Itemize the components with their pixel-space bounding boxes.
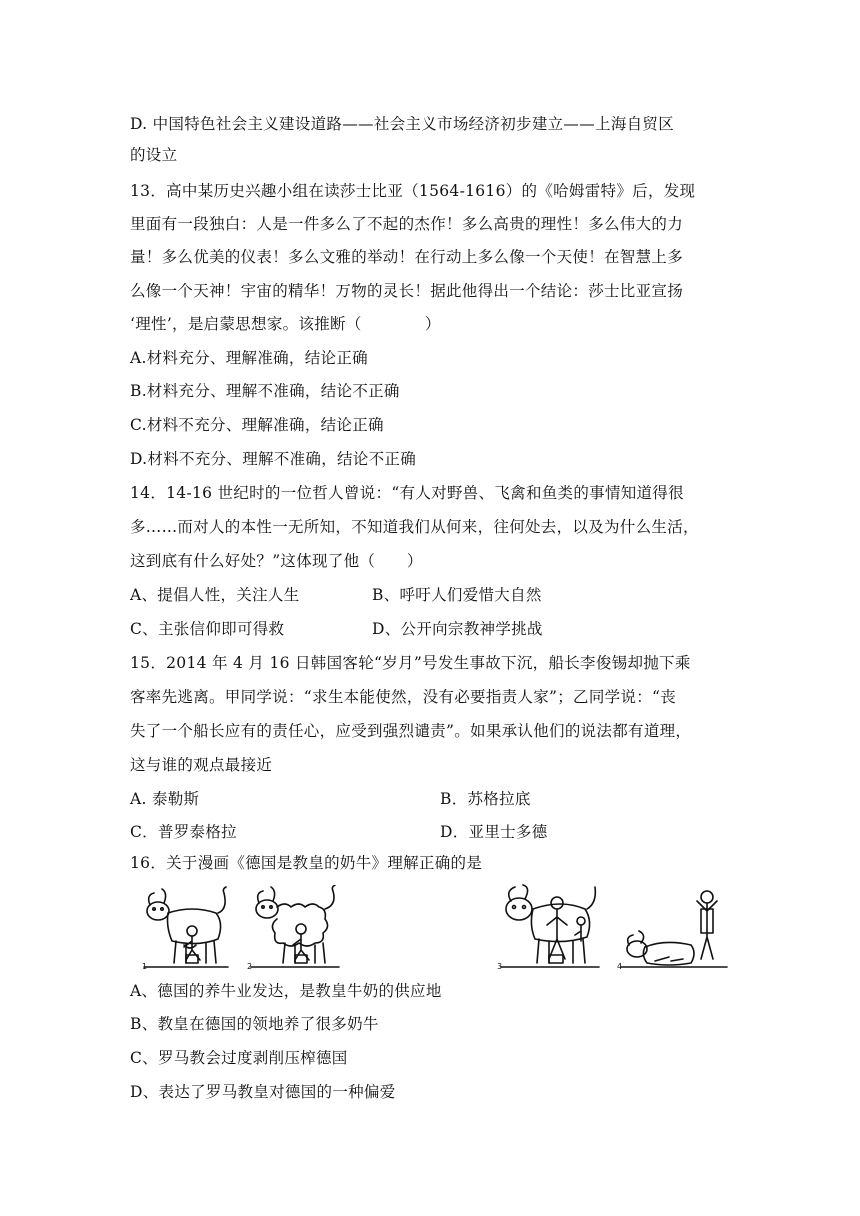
q16-option-c: C、罗马教会过度剥削压榨德国 — [130, 1049, 348, 1067]
q15-stem-line4: 这与谁的观点最接近 — [130, 756, 273, 774]
cartoon-panel-4-number: 4 — [617, 962, 623, 971]
q12-option-d-line1: D. 中国特色社会主义建设道路——社会主义市场经济初步建立——上海自贸区 — [130, 115, 675, 133]
q12-option-d-line2: 的设立 — [130, 146, 178, 164]
q16-option-d: D、表达了罗马教皇对德国的一种偏爱 — [130, 1083, 396, 1101]
q16-option-b: B、教皇在德国的领地养了很多奶牛 — [130, 1015, 379, 1033]
q15-option-c: C．普罗泰格拉 — [130, 823, 237, 841]
q13-stem-line4: 么像一个天神！宇宙的精华！万物的灵长！据此他得出一个结论：莎士比亚宣扬 — [130, 282, 684, 300]
q14-option-d: D、公开向宗教神学挑战 — [372, 620, 543, 638]
cartoon-panel-4 — [615, 883, 735, 973]
q13-stem-line3: 量！多么优美的仪表！多么文雅的举动！在行动上多么像一个天使！在智慧上多 — [130, 248, 684, 266]
cartoon-panel-3 — [495, 883, 605, 973]
q15-stem-line3: 失了一个船长应有的责任心，应受到强烈谴责”。如果承认他们的说法都有道理， — [130, 722, 692, 740]
q14-stem-line1: 14．14-16 世纪时的一位哲人曾说：“有人对野兽、飞禽和鱼类的事情知道得很 — [130, 484, 684, 502]
q16-stem: 16．关于漫画《德国是教皇的奶牛》理解正确的是 — [130, 854, 483, 872]
q13-stem-line5: ‘理性’，是启蒙思想家。该推断（ ） — [130, 315, 441, 333]
q16-option-a: A、德国的养牛业发达，是教皇牛奶的供应地 — [130, 982, 442, 1000]
q13-option-d: D.材料不充分、理解不准确，结论不正确 — [130, 450, 417, 468]
q13-option-b: B.材料充分、理解不准确，结论不正确 — [130, 382, 400, 400]
q15-option-b: B．苏格拉底 — [440, 790, 531, 808]
q14-option-c: C、主张信仰即可得救 — [130, 620, 285, 638]
q13-option-c: C.材料不充分、理解准确，结论正确 — [130, 416, 384, 434]
q14-stem-line2: 多……而对人的本性一无所知，不知道我们从何来，往何处去，以及为什么生活， — [130, 518, 699, 536]
q15-stem-line2: 客率先逃离。甲同学说：“求生本能使然，没有必要指责人家”；乙同学说：“丧 — [130, 688, 677, 706]
cartoon-panel-1-number: 1 — [142, 962, 148, 971]
q14-stem-line3: 这到底有什么好处？”这体现了他（ ） — [130, 552, 423, 570]
cartoon-panel-1 — [140, 885, 232, 971]
cartoon-panel-3-number: 3 — [497, 962, 503, 971]
q13-stem-line2: 里面有一段独白：人是一件多么了不起的杰作！多么高贵的理性！多么伟大的力 — [130, 215, 684, 233]
q14-option-a: A、提倡人性，关注人生 — [130, 586, 300, 604]
q15-option-a: A. 泰勒斯 — [130, 790, 200, 808]
q13-stem-line1: 13．高中某历史兴趣小组在读莎士比亚（1564-1616）的《哈姆雷特》后，发现 — [130, 182, 696, 200]
q15-option-d: D．亚里士多德 — [440, 823, 548, 841]
cartoon-panel-2-number: 2 — [247, 962, 253, 971]
cartoon-panel-2 — [245, 885, 345, 971]
q15-stem-line1: 15．2014 年 4 月 16 日韩国客轮“岁月”号发生事故下沉，船长李俊锡却抛下乘 — [130, 654, 691, 672]
q14-option-b: B、呼吁人们爱惜大自然 — [372, 586, 542, 604]
q13-option-a: A.材料充分、理解准确，结论正确 — [130, 349, 368, 367]
